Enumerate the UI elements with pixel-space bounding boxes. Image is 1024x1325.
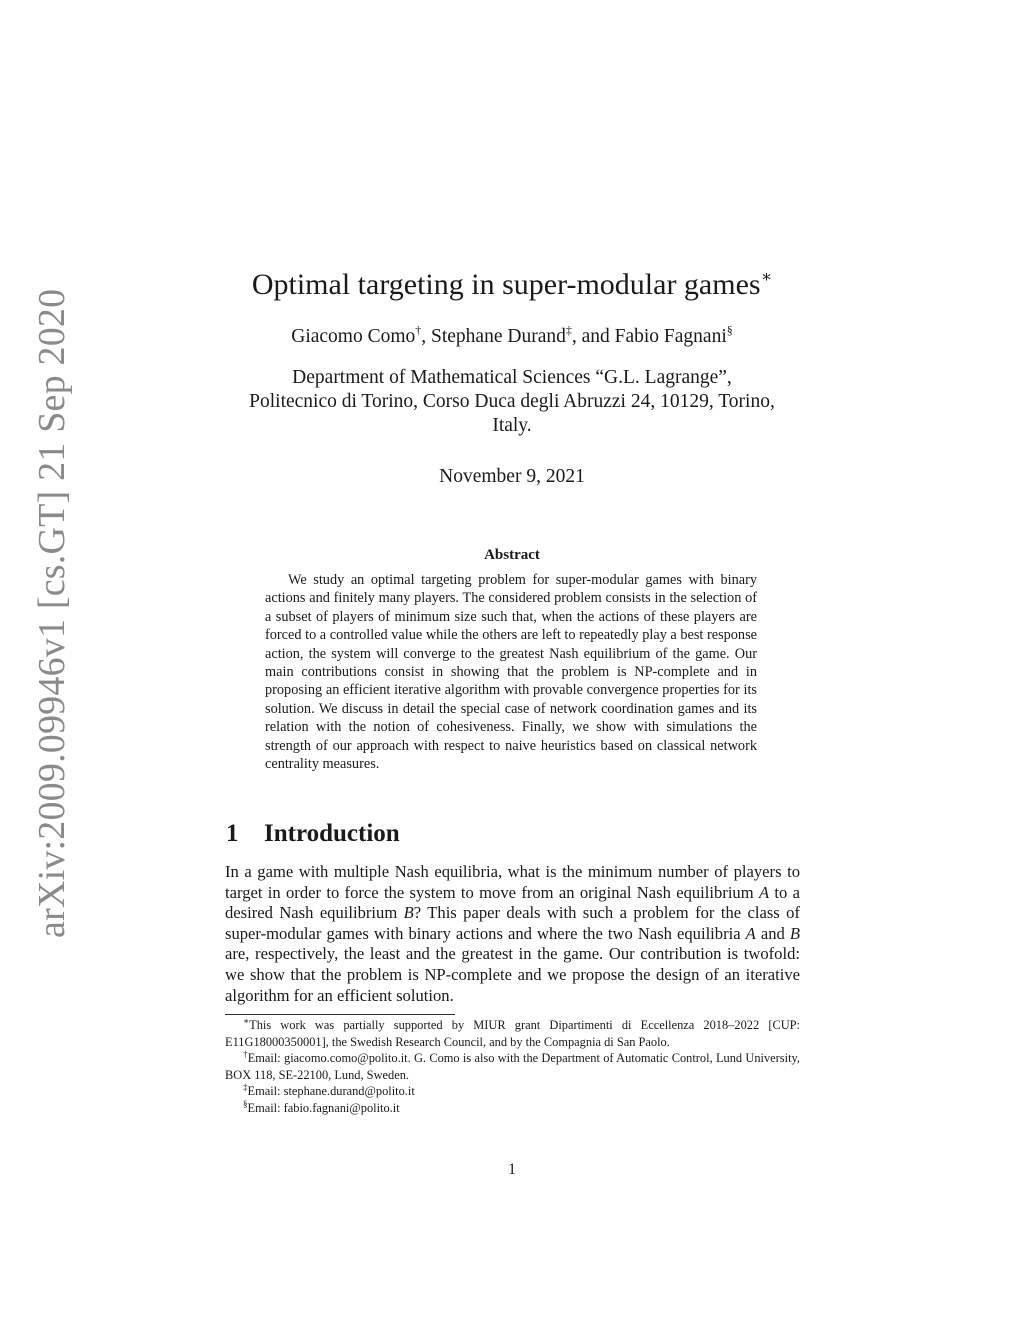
footnote-text: Email: stephane.durand@polito.it bbox=[247, 1084, 415, 1098]
footnote-divider bbox=[225, 1014, 455, 1015]
title-footnote-mark: ∗ bbox=[760, 267, 773, 286]
author-fagnani: , and Fabio Fagnani bbox=[571, 326, 727, 347]
intro-text-4: and bbox=[755, 923, 790, 943]
intro-text-1: In a game with multiple Nash equilibria, what is the minimum number of players to target in order to force the system to move from an original Nash equilibrium bbox=[225, 862, 800, 902]
var-b: B bbox=[403, 903, 414, 923]
footnote-funding bbox=[225, 1017, 800, 1050]
affiliation-line-3: Italy. bbox=[492, 415, 532, 436]
intro-text-3: ? This paper deals with such a problem for the class of super-modular games with binary actions and where the two Nash equilibria bbox=[225, 903, 800, 943]
var-a: A bbox=[758, 882, 770, 902]
footnote-mark: ‡ bbox=[243, 1082, 248, 1092]
author-list bbox=[0, 324, 1024, 350]
author-como-mark: † bbox=[415, 323, 422, 337]
intro-text-5: are, respectively, the least and the greatest in the game. Our contribution is twofold: we show that the problem is NP-complete and we propose the design of an iterative algorithm for an efficient solution. bbox=[225, 944, 800, 1005]
affiliation-line-1: Department of Mathematical Sciences “G.L. Lagrange”, bbox=[292, 367, 732, 388]
affiliation-line-2: Politecnico di Torino, Corso Duca degli Abruzzi 24, 10129, Torino, bbox=[249, 391, 775, 412]
paper-date: November 9, 2021 bbox=[439, 466, 585, 487]
section-number: 1 bbox=[226, 820, 239, 847]
var-b: B bbox=[789, 923, 800, 943]
page-number: 1 bbox=[508, 1161, 516, 1178]
footnote-fagnani-email bbox=[225, 1100, 800, 1117]
abstract-text: We study an optimal targeting problem for super-modular games with binary actions and finitely many players. The considered problem consists in the selection of a subset of players of minimum size such that, when the actions of these players are forced to a controlled value while the others are left to repeatedly play a best response action, the system will converge to the greatest Nash equilibrium of the game. Our main contributions consist in showing that the problem is NP-complete and in proposing an efficient iterative algorithm with provable convergence properties for its solution. We discuss in detail the special case of network coordination games and its relation with the notion of cohesiveness. Finally, we show with simulations the strength of our approach with respect to naive heuristics based on classical network centrality measures. bbox=[265, 572, 757, 773]
footnote-mark: ∗ bbox=[243, 1016, 250, 1026]
footnote-text: This work was partially supported by MIUR grant Dipartimenti di Eccellenza 2018–2022 [CUP: E11G18000350001], the Swedish Research Council, and by the Compagnia di San Paolo. bbox=[225, 1018, 800, 1049]
introduction-paragraph bbox=[225, 862, 800, 1006]
arxiv-identifier-stamp: arXiv:2009.09946v1 [cs.GT] 21 Sep 2020 bbox=[31, 288, 73, 938]
paper-title-text: Optimal targeting in super-modular games bbox=[251, 268, 761, 301]
affiliation bbox=[200, 366, 824, 438]
footnote-text: Email: giacomo.como@polito.it. G. Como is also with the Department of Automatic Control, Lund University, BOX 118, SE-22100, Lund, Sweden. bbox=[225, 1051, 800, 1082]
author-durand: , Stephane Durand bbox=[421, 326, 566, 347]
author-fagnani-mark: § bbox=[726, 323, 733, 337]
paper-title bbox=[0, 266, 1024, 304]
intro-text-2: to a desired Nash equilibrium bbox=[225, 882, 800, 923]
footnote-como-email bbox=[225, 1050, 800, 1083]
footnote-text: Email: fabio.fagnani@polito.it bbox=[247, 1100, 400, 1115]
section-title: Introduction bbox=[264, 820, 400, 847]
section-heading-introduction bbox=[226, 818, 400, 850]
footnotes bbox=[225, 1017, 800, 1116]
author-durand-mark: ‡ bbox=[565, 323, 572, 337]
abstract-heading: Abstract bbox=[484, 547, 540, 563]
footnote-mark: † bbox=[243, 1049, 248, 1059]
footnote-mark: § bbox=[243, 1098, 248, 1109]
author-como: Giacomo Como bbox=[291, 326, 416, 347]
var-a: A bbox=[745, 923, 756, 943]
footnote-durand-email bbox=[225, 1083, 800, 1100]
